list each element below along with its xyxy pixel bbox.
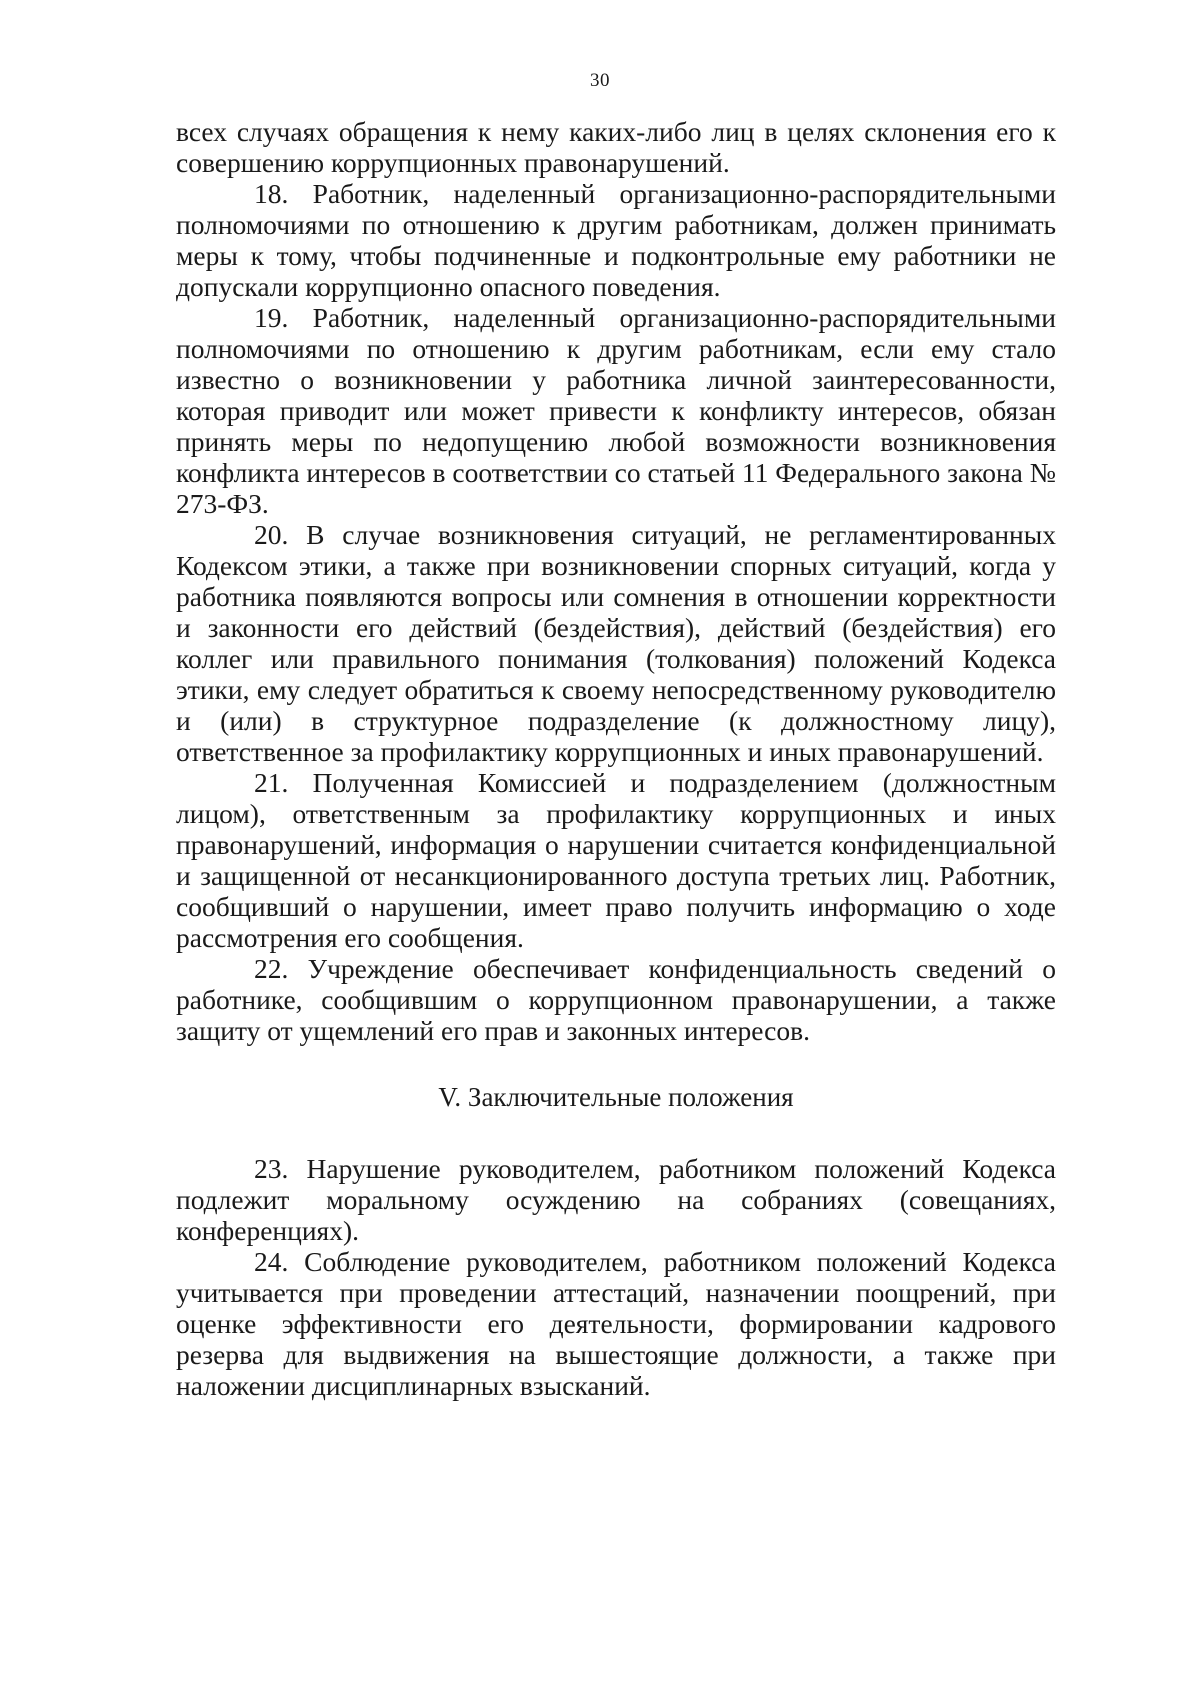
paragraph-18: 18. Работник, наделенный организационно-распорядительными полномочиями по отношению к другим работникам, должен принимать меры к тому, чтобы подчиненные и подконтрольные ему работники не допускали коррупционно опасного поведения.	[176, 178, 1056, 302]
paragraph-continuation: всех случаях обращения к нему каких-либо лиц в целях склонения его к совершению коррупционных правонарушений.	[176, 116, 1056, 178]
document-body	[176, 116, 1056, 1401]
paragraph-23: 23. Нарушение руководителем, работником положений Кодекса подлежит моральному осуждению на собраниях (совещаниях, конференциях).	[176, 1153, 1056, 1246]
page-number: 30	[590, 70, 610, 91]
paragraph-20: 20. В случае возникновения ситуаций, не регламентированных Кодексом этики, а также при возникновении спорных ситуаций, когда у работника появляются вопросы или сомнения в отношении корректности и законности его действий (бездействия), действий (бездействия) его коллег или правильного понимания (толкования) положений Кодекса этики, ему следует обратиться к своему непосредственному руководителю и (или) в структурное подразделение (к должностному лицу), ответственное за профилактику коррупционных и иных правонарушений.	[176, 519, 1056, 767]
section-heading: V. Заключительные положения	[438, 1082, 794, 1112]
paragraph-24: 24. Соблюдение руководителем, работником положений Кодекса учитывается при проведении аттестаций, назначении поощрений, при оценке эффективности его деятельности, формировании кадрового резерва для выдвижения на вышестоящие должности, а также при наложении дисциплинарных взысканий.	[176, 1246, 1056, 1401]
paragraph-22: 22. Учреждение обеспечивает конфиденциальность сведений о работнике, сообщившим о коррупционном правонарушении, а также защиту от ущемлений его прав и законных интересов.	[176, 953, 1056, 1046]
paragraph-21: 21. Полученная Комиссией и подразделением (должностным лицом), ответственным за профилактику коррупционных и иных правонарушений, информация о нарушении считается конфиденциальной и защищенной от несанкционированного доступа третьих лиц. Работник, сообщивший о нарушении, имеет право получить информацию о ходе рассмотрения его сообщения.	[176, 767, 1056, 953]
paragraph-19: 19. Работник, наделенный организационно-распорядительными полномочиями по отношению к другим работникам, если ему стало известно о возникновении у работника личной заинтересованности, которая приводит или может привести к конфликту интересов, обязан принять меры по недопущению любой возможности возникновения конфликта интересов в соответствии со статьей 11 Федерального закона № 273-ФЗ.	[176, 302, 1056, 519]
